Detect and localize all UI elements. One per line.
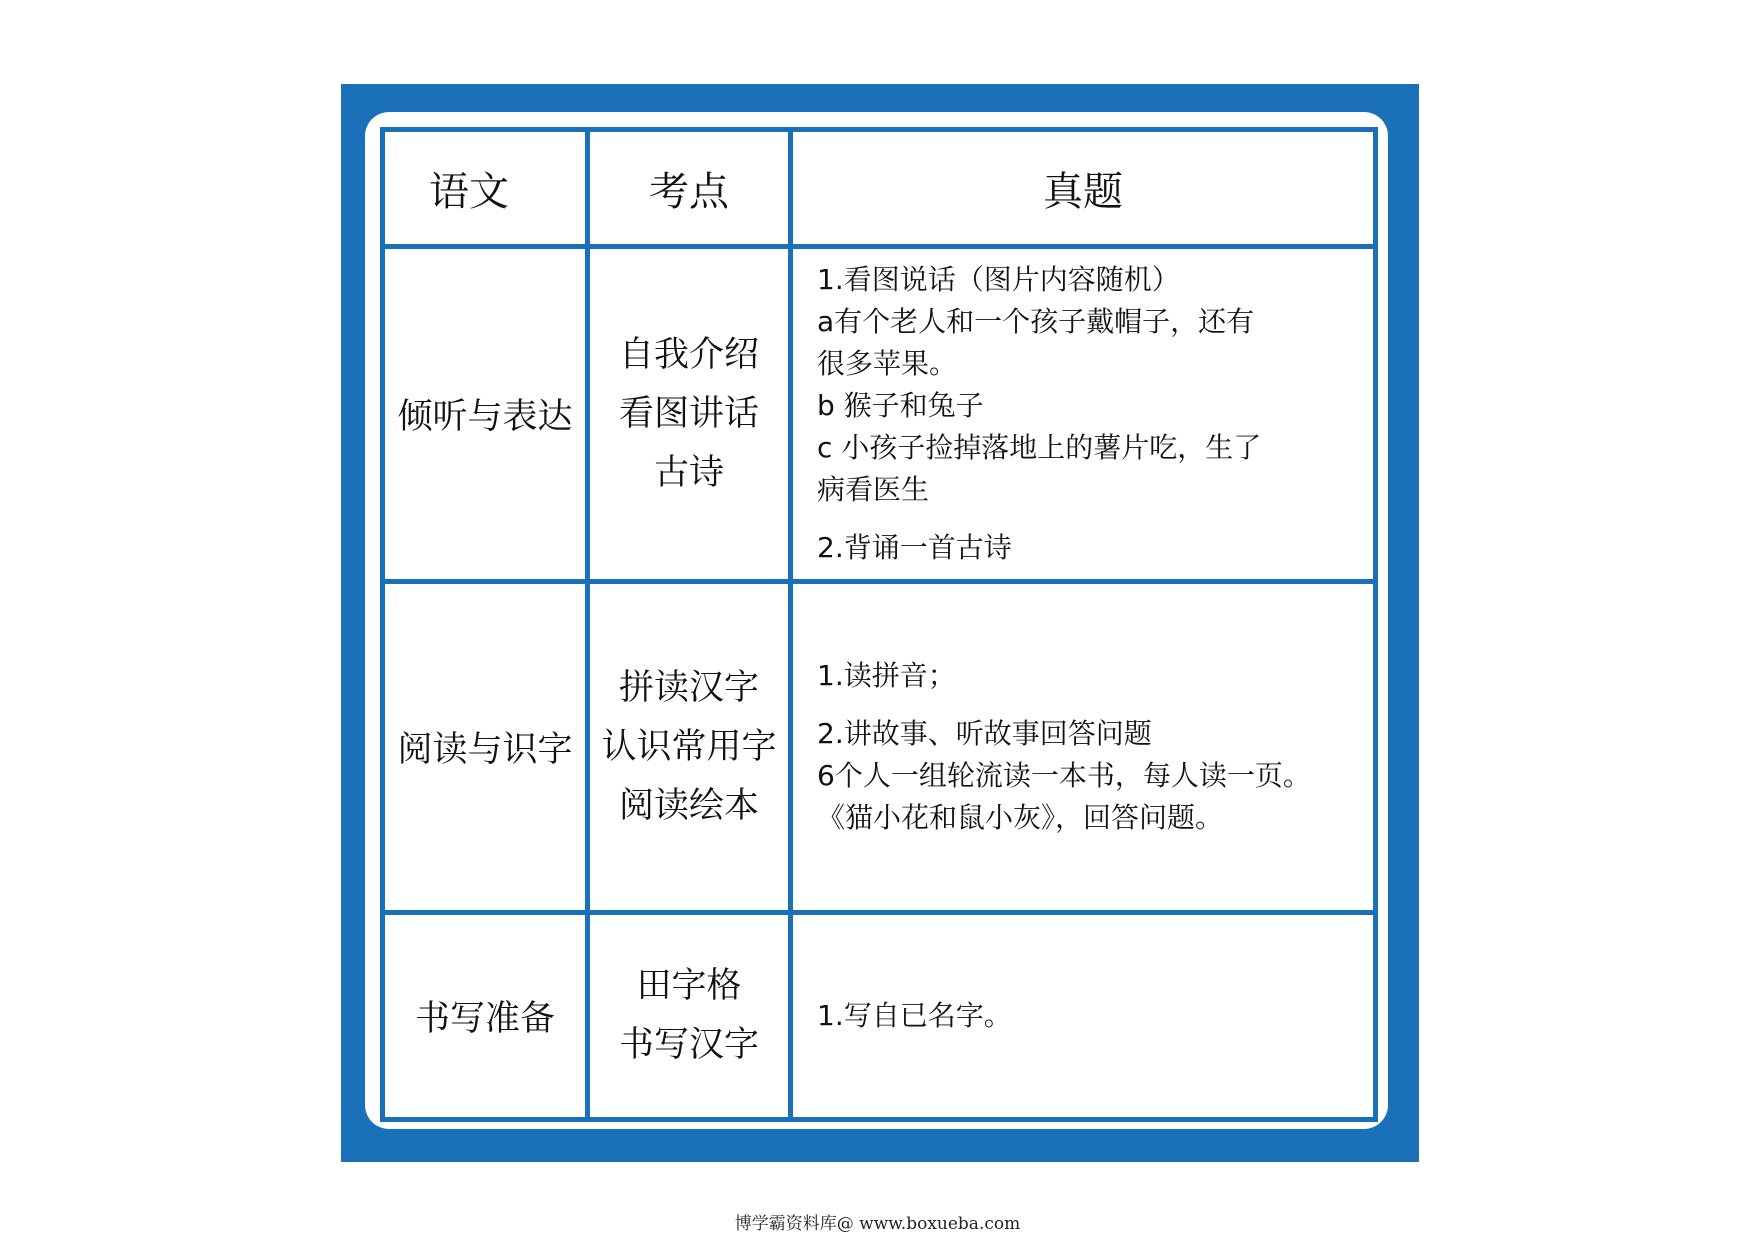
table-panel (365, 112, 1388, 1129)
question-cell (791, 247, 1376, 582)
question-cell (791, 582, 1376, 913)
point-item: 田字格 (636, 966, 742, 1006)
point-item: 拼读汉字 (618, 667, 759, 708)
question-line: c 小孩子捡掉落地上的薯片吃，生了 (817, 431, 1262, 464)
subject-cell: 倾听与表达 (383, 247, 588, 582)
subject-cell: 阅读与识字 (383, 582, 588, 913)
table-frame (341, 84, 1419, 1162)
question-line: 2.背诵一首古诗 (817, 531, 1012, 564)
header-question: 真题 (791, 130, 1376, 247)
header-point: 考点 (588, 130, 791, 247)
question-line: b 猴子和兔子 (817, 389, 984, 422)
table-row (383, 247, 1376, 582)
question-line: 2.讲故事、听故事回答问题 (817, 717, 1152, 750)
point-item: 书写汉字 (618, 1025, 759, 1065)
question-line: 很多苹果。 (817, 347, 958, 380)
footer-watermark: 博学霸资料库@ www.boxueba.com (734, 1214, 1021, 1234)
table-row (383, 913, 1376, 1120)
table-row (383, 582, 1376, 913)
point-item: 认识常用字 (601, 726, 777, 767)
header-subject: 语文 (383, 130, 588, 247)
point-item: 阅读绘本 (618, 785, 759, 826)
point-cell (588, 913, 791, 1120)
point-cell (588, 247, 791, 582)
point-cell (588, 582, 791, 913)
question-line: 病看医生 (817, 473, 930, 506)
table-header-row (383, 130, 1376, 247)
point-item: 古诗 (653, 452, 724, 493)
question-line: 《猫小花和鼠小灰》，回答问题。 (817, 801, 1224, 834)
subject-cell: 书写准备 (383, 913, 588, 1120)
question-cell (791, 913, 1376, 1120)
question-line: 1.写自已名字。 (817, 999, 1012, 1032)
question-line: 1.读拼音； (817, 659, 956, 692)
point-item: 看图讲话 (618, 393, 759, 434)
point-item: 自我介绍 (618, 334, 759, 375)
exam-points-table (380, 127, 1378, 1122)
question-line: 1.看图说话（图片内容随机） (817, 263, 1180, 296)
question-line: a有个老人和一个孩子戴帽子，还有 (817, 305, 1255, 338)
question-line: 6个人一组轮流读一本书，每人读一页。 (817, 759, 1311, 792)
